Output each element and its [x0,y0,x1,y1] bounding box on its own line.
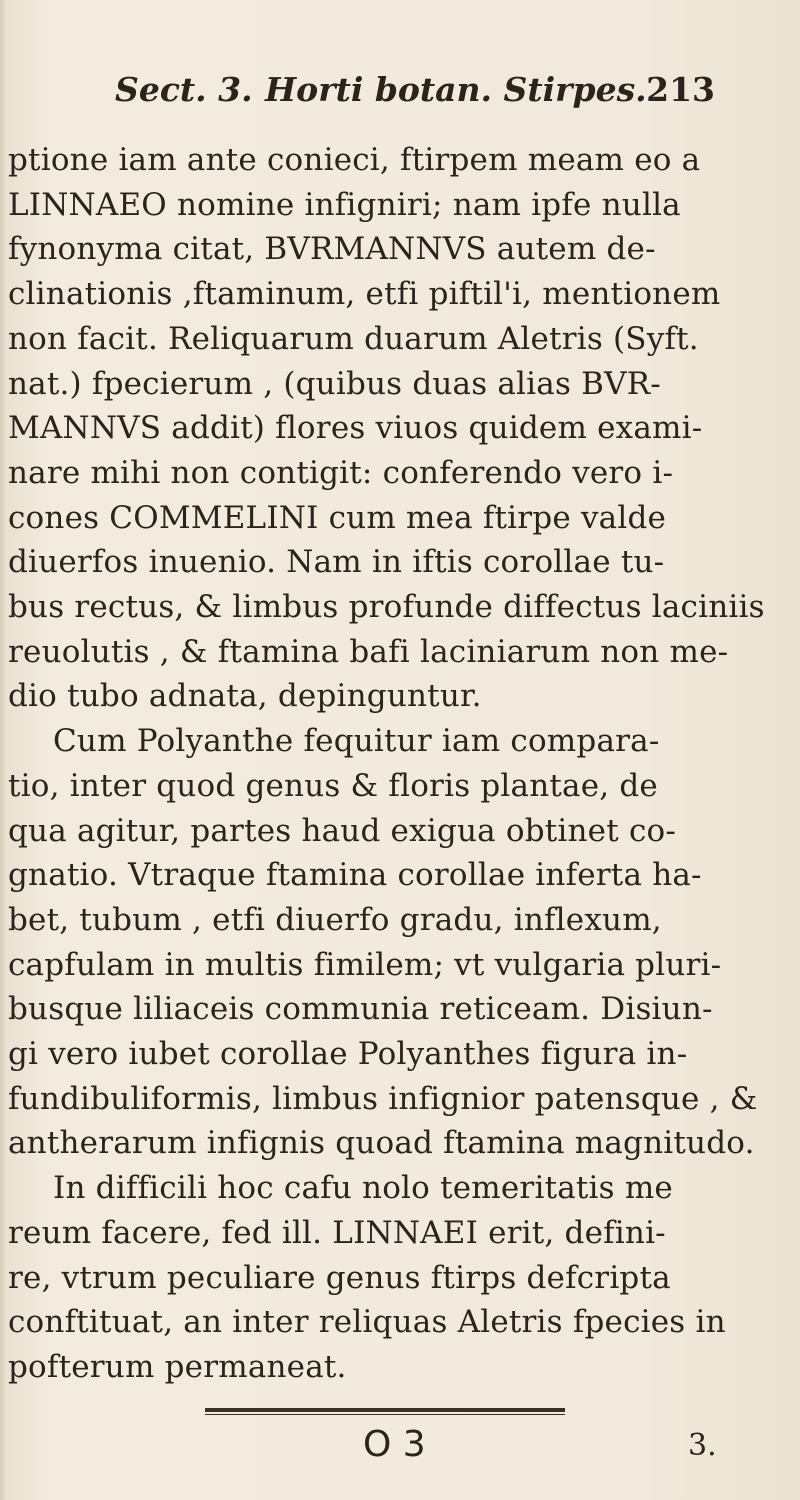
text-line: nare mihi non contigit: conferendo vero i- [8,454,674,491]
text-line: qua agitur, partes haud exigua obtinet co- [8,812,677,849]
text-line: capfulam in multis fimilem; vt vulgaria pluri- [8,946,722,983]
text-line: pofterum permaneat. [8,1348,347,1385]
text-line: fundibuliformis, limbus infignior patensque , & [8,1080,758,1117]
text-line: bet, tubum , etfi diuerfo gradu, inflexum, [8,901,662,938]
text-line: bus rectus, & limbus profunde diffectus laciniis [8,589,765,625]
page-gutter [0,0,8,1500]
header-title: Horti botan. Stirpes. [265,70,647,109]
text-line: antherarum infignis quoad ftamina magnitudo. [8,1125,755,1162]
text-line: non facit. Reliquarum duarum Aletris (Syft. [8,320,699,357]
text-line: gnatio. Vtraque ftamina corollae inferta ha- [8,857,702,894]
text-line: Cum Polyanthe fequitur iam compara- [53,723,660,760]
text-line: conftituat, an inter reliquas Aletris fpecies in [8,1304,726,1341]
text-line: ptione iam ante conieci, ftirpem meam eo a [8,142,701,178]
catchword: 3. [688,1427,717,1463]
text-line: gi vero iubet corollae Polyanthes figura in- [8,1036,688,1072]
text-line: LINNAEO nomine infigniri; nam ipfe nulla [8,186,681,223]
text-line: reuolutis , & ftamina bafi laciniarum non me- [8,633,729,670]
page-number: 213 [646,70,715,109]
text-line: fynonyma citat, BVRMANNVS autem de- [8,231,656,268]
text-line: nat.) fpecierum , (quibus duas alias BVR- [8,365,661,402]
running-header [115,70,715,120]
text-line: cones COMMELINI cum mea ftirpe valde [8,499,667,536]
header-section: Sect. 3. [115,70,253,109]
text-line: diuerfos inuenio. Nam in iftis corollae tu- [8,544,665,581]
text-line: tio, inter quod genus & floris plantae, de [8,767,658,804]
text-line: dio tubo adnata, depinguntur. [8,678,482,715]
text-line: reum facere, fed ill. LINNAEI erit, defini- [8,1214,666,1251]
footer-rule-thin [205,1414,565,1415]
text-line: clinationis ,ftaminum, etfi piftil'i, mentionem [8,276,721,313]
footer-rule [205,1408,565,1412]
text-line: In difficili hoc cafu nolo temeritatis me [53,1170,673,1207]
signature-mark: O 3 [363,1423,426,1465]
text-line: re, vtrum peculiare genus ftirps defcripta [8,1259,671,1296]
text-line: MANNVS addit) flores viuos quidem exami- [8,410,703,447]
text-line: busque liliaceis communia reticeam. Disiun- [8,991,713,1028]
